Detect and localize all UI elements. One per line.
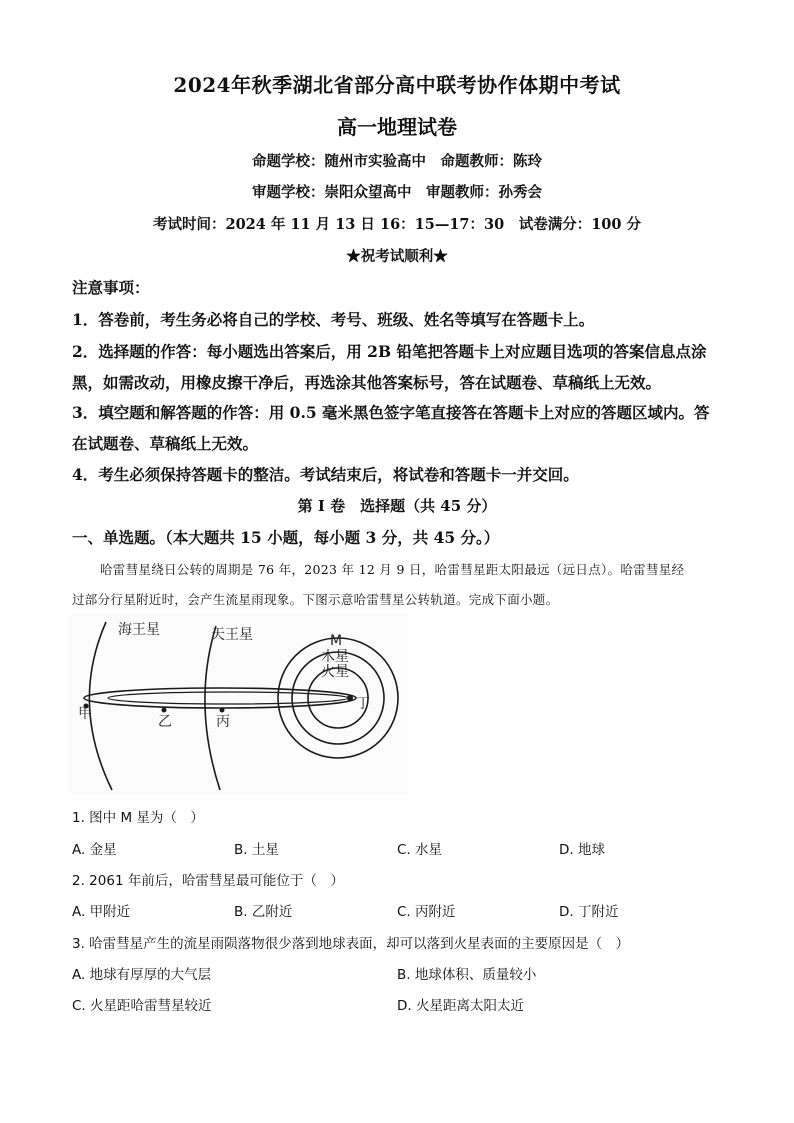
jupiter-label: 木星 [321,649,349,665]
position-yi-dot [162,708,167,713]
question-2-option-a[interactable]: A. 甲附近 [72,904,131,920]
part-title: 一、单选题。（本大题共 15 小题，每小题 3 分，共 45 分。） [72,528,500,547]
question-3-option-d[interactable]: D. 火星距离太阳太近 [397,998,524,1014]
note-item-3-line-1: 3．填空题和解答题的作答：用 0.5 毫米黑色签字笔直接答在答题卡上对应的答题区域内。答 [72,403,710,422]
position-jia-label: 甲 [78,706,92,722]
question-2-option-d[interactable]: D. 丁附近 [559,904,619,920]
question-3-stem: 3. 哈雷彗星产生的流星雨陨落物很少落到地球表面，却可以落到火星表面的主要原因是（ ） [72,936,630,952]
question-1-option-b[interactable]: B. 土星 [234,842,279,858]
question-1-option-a[interactable]: A. 金星 [72,842,117,858]
position-bing-dot [220,708,225,713]
section-title: 第 I 卷 选择题（共 45 分） [297,497,497,515]
note-item-4: 4．考生必须保持答题卡的整洁。考试结束后，将试卷和答题卡一并交回。 [72,465,579,484]
mars-label: 火星 [321,664,349,680]
uranus-label: 天王星 [211,627,253,643]
question-3-option-a[interactable]: A. 地球有厚厚的大气层 [72,967,212,983]
halley-orbit-diagram [68,614,408,794]
question-2-option-c[interactable]: C. 丙附近 [397,904,456,920]
note-item-3-line-2: 在试题卷、草稿纸上无效。 [72,434,259,453]
question-2-option-b[interactable]: B. 乙附近 [234,904,293,920]
exam-title: 2024年秋季湖北省部分高中联考协作体期中考试 [173,73,621,97]
notes-heading: 注意事项： [72,278,150,297]
position-ding-label: 丁 [356,696,370,712]
passage-line-2: 过部分行星附近时，会产生流星雨现象。下图示意哈雷彗星公转轨道。完成下面小题。 [72,592,559,607]
position-bing-label: 丙 [216,714,230,730]
exam-time-info: 考试时间：2024 年 11 月 13 日 16：15—17：30 试卷满分：100 分 [152,216,642,233]
note-item-1: 1．答卷前，考生务必将自己的学校、考号、班级、姓名等填写在答题卡上。 [72,310,595,329]
exam-subject: 高一地理试卷 [337,115,457,139]
question-2-stem: 2. 2061 年前后，哈雷彗星最可能位于（ ） [72,873,344,889]
note-item-2-line-1: 2．选择题的作答：每小题选出答案后，用 2B 铅笔把答题卡上对应题目选项的答案信息点涂 [72,342,707,361]
setter-info: 命题学校：随州市实验高中 命题教师：陈玲 [252,153,542,170]
question-3-option-b[interactable]: B. 地球体积、质量较小 [397,967,537,983]
neptune-label: 海王星 [118,622,160,638]
note-item-2-line-2: 黑，如需改动，用橡皮擦干净后，再选涂其他答案标号，答在试题卷、草稿纸上无效。 [72,373,662,392]
m-star-label: M [330,633,343,649]
sun-dot [347,695,353,701]
question-1-option-c[interactable]: C. 水星 [397,842,443,858]
passage-line-1: 哈雷彗星绕日公转的周期是 76 年，2023 年 12 月 9 日，哈雷彗星距太阳最远（远日点）。哈雷彗星经 [100,562,685,577]
question-3-option-c[interactable]: C. 火星距哈雷彗星较近 [72,998,212,1014]
good-luck-banner: ★祝考试顺利★ [346,248,448,265]
reviewer-info: 审题学校：崇阳众望高中 审题教师：孙秀会 [252,184,542,201]
question-1-option-d[interactable]: D. 地球 [559,842,605,858]
question-1-stem: 1. 图中 M 星为（ ） [72,810,204,826]
position-yi-label: 乙 [158,714,172,730]
